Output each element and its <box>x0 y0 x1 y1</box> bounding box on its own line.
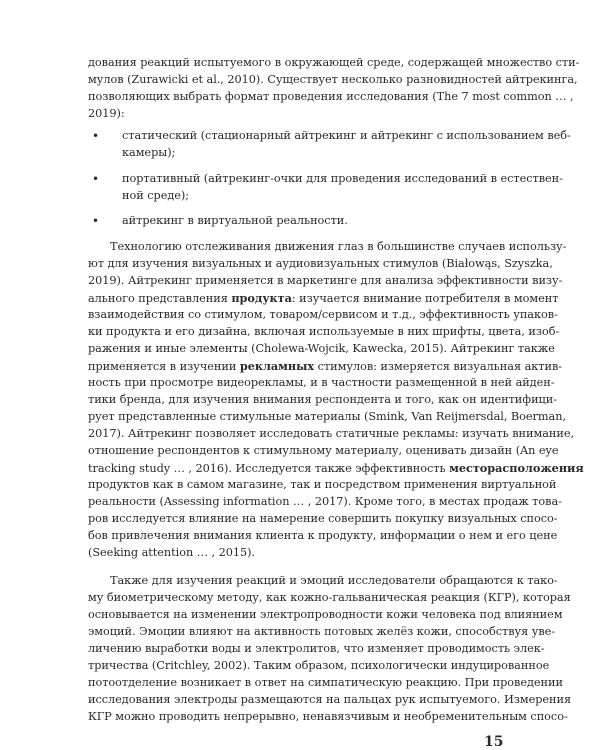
text-line: 2017). Айтрекинг позволяет исследовать статичные рекламы: изучать внимание, <box>88 427 575 440</box>
text-line <box>88 291 559 305</box>
text-line: Технологию отслеживания движения глаз в большинстве случаев использу- <box>110 240 567 253</box>
text-line: личению выработки воды и электролитов, что изменяет проводимость элек- <box>88 642 545 655</box>
text-line: отношение респондентов к стимульному материалу, оценивать дизайн (An eye <box>88 444 559 457</box>
text-line: 2019). Айтрекинг применяется в маркетинге для анализа эффективности визу- <box>88 274 563 287</box>
text-run: ального представления <box>88 292 232 305</box>
text-line: позволяющих выбрать формат проведения исследования (The 7 most common … , <box>88 90 574 103</box>
list-item-line: портативный (айтрекинг-очки для проведения исследований в естествен- <box>122 172 563 185</box>
page-number: 15 <box>484 734 504 750</box>
text-run: стимулов: измеряется визуальная актив- <box>314 360 563 373</box>
text-line: исследования электроды размещаются на пальцах рук испытуемого. Измерения <box>88 693 572 706</box>
text-line: взаимодействия со стимулом, товаром/сервисом и т.д., эффективность упаков- <box>88 308 558 321</box>
text-line: бов привлечения внимания клиента к продукту, информации о нем и его цене <box>88 529 558 542</box>
list-item-line: ной среде); <box>122 189 189 202</box>
text-line: му биометрическому методу, как кожно-гальваническая реакция (КГР), которая <box>88 591 571 604</box>
text-line: продуктов как в самом магазине, так и посредством применения виртуальной <box>88 478 557 491</box>
list-item-line: айтрекинг в виртуальной реальности. <box>122 214 348 227</box>
text-line: КГР можно проводить непрерывно, ненавязчивым и необременительным спосо- <box>88 710 568 723</box>
bullet-marker: • <box>92 129 100 143</box>
bold-term: продукта <box>231 291 292 305</box>
text-line: ность при просмотре видеорекламы, и в частности размещенной в ней айден- <box>88 376 555 389</box>
bold-term: месторасположения <box>449 461 584 475</box>
text-line: ют для изучения визуальных и аудиовизуальных стимулов (Białowąs, Szyszka, <box>88 257 553 270</box>
text-line: эмоций. Эмоции влияют на активность потовых желёз кожи, способствуя уве- <box>88 625 556 638</box>
text-line: ражения и иные элементы (Cholewa-Wojcik, Kawecka, 2015). Айтрекинг также <box>88 342 555 355</box>
text-line <box>88 359 563 373</box>
text-line: Также для изучения реакций и эмоций исследователи обращаются к тако- <box>110 574 558 587</box>
text-line <box>88 461 584 475</box>
text-run: : изучается внимание потребителя в момент <box>291 292 559 305</box>
list-item-line: статический (стационарный айтрекинг и айтрекинг с использованием веб- <box>122 129 571 142</box>
list-item-line: камеры); <box>122 146 176 159</box>
text-line: потоотделение возникает в ответ на симпатическую реакцию. При проведении <box>88 676 563 689</box>
bullet-marker: • <box>92 172 100 186</box>
text-line: дования реакций испытуемого в окружающей среде, содержащей множество сти- <box>88 56 580 69</box>
text-line: тики бренда, для изучения внимания респондента и того, как он идентифици- <box>88 393 558 406</box>
text-line: 2019): <box>88 107 125 120</box>
text-line: рует представленные стимульные материалы (Smink, Van Reijmersdal, Boerman, <box>88 410 567 423</box>
bold-term: рекламных <box>239 359 315 373</box>
text-line: ров исследуется влияние на намерение совершить покупку визуальных спосо- <box>88 512 558 525</box>
text-line: мулов (Zurawicki et al., 2010). Существует несколько разновидностей айтрекинга, <box>88 73 578 86</box>
text-line: ки продукта и его дизайна, включая используемые в них шрифты, цвета, изоб- <box>88 325 560 338</box>
text-line: основывается на изменении электропроводности кожи человека под влиянием <box>88 608 563 621</box>
bullet-marker: • <box>92 214 100 228</box>
text-line: тричества (Critchley, 2002). Таким образом, психологически индуцированное <box>88 659 550 672</box>
text-run: tracking study … , 2016). Исследуется также эффективность <box>88 462 450 475</box>
text-line: (Seeking attention … , 2015). <box>88 546 256 559</box>
text-line: реальности (Assessing information … , 2017). Кроме того, в местах продаж това- <box>88 495 562 508</box>
text-run: применяется в изучении <box>88 360 240 373</box>
